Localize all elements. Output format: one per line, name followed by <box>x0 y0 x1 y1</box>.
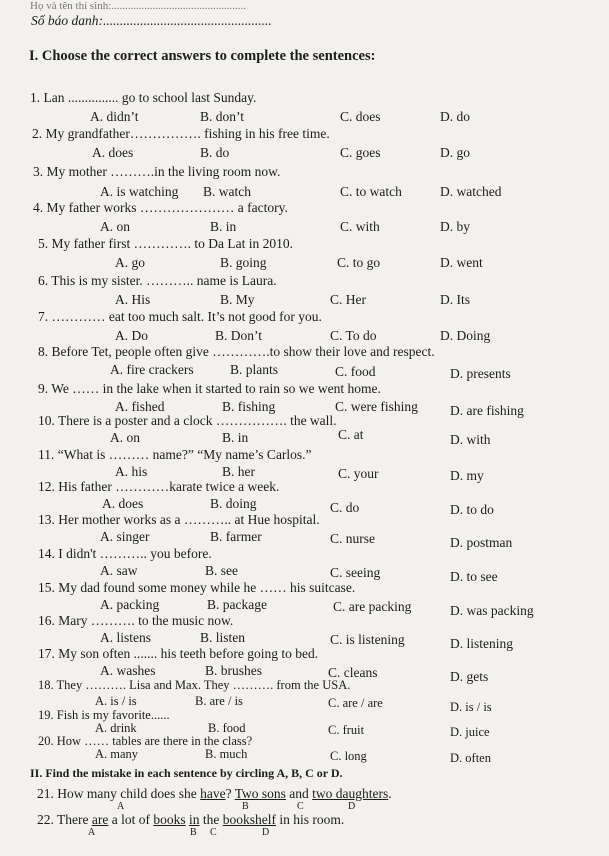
question-12-option-b[interactable]: B. doing <box>210 496 257 511</box>
letter-b[interactable]: B <box>242 801 249 812</box>
question-10-text: 10. There is a poster and a clock ……………. the wall. <box>38 413 337 428</box>
question-9-option-a[interactable]: A. fished <box>115 399 165 414</box>
sentence-text: ? <box>225 786 235 801</box>
question-2-option-d[interactable]: D. go <box>440 145 470 160</box>
question-15-option-d[interactable]: D. was packing <box>450 603 534 618</box>
question-18-option-d[interactable]: D. is / is <box>450 700 492 714</box>
question-15-option-a[interactable]: A. packing <box>100 597 160 612</box>
sentence-text: 22. There <box>37 812 92 827</box>
question-8-option-a[interactable]: A. fire crackers <box>110 362 194 377</box>
question-5-text: 5. My father first …………. to Da Lat in 2010. <box>38 236 293 251</box>
letter-a[interactable]: A <box>88 827 96 838</box>
question-18-option-b[interactable]: B. are / is <box>195 694 243 708</box>
question-10-option-c[interactable]: C. at <box>338 427 364 442</box>
question-5-option-d[interactable]: D. went <box>440 255 483 270</box>
question-16-text: 16. Mary ………. to the music now. <box>38 613 234 628</box>
question-3-option-a[interactable]: A. is watching <box>100 184 179 199</box>
question-19-option-a[interactable]: A. drink <box>95 721 137 735</box>
student-number-label: Số báo danh:.................................................. <box>31 13 272 28</box>
question-11-option-d[interactable]: D. my <box>450 468 484 483</box>
underlined-part-c[interactable]: two daughters <box>312 786 389 801</box>
question-7-text: 7. ………… eat too much salt. It’s not good for you. <box>38 309 322 324</box>
underlined-part-a[interactable]: are <box>91 812 109 827</box>
question-13-option-b[interactable]: B. farmer <box>210 529 262 544</box>
question-16-option-d[interactable]: D. listening <box>450 636 513 651</box>
question-2-option-b[interactable]: B. do <box>200 145 230 160</box>
question-19-option-c[interactable]: C. fruit <box>328 723 365 737</box>
question-1-option-d[interactable]: D. do <box>440 109 470 124</box>
question-1-option-a[interactable]: A. didn’t <box>90 109 139 124</box>
underlined-part-b[interactable]: books <box>153 812 186 827</box>
question-14-option-d[interactable]: D. to see <box>450 569 498 584</box>
section-1-title: I. Choose the correct answers to complete the sentences: <box>29 48 376 64</box>
question-9-text: 9. We …… in the lake when it started to rain so we went home. <box>38 381 381 396</box>
question-11-option-b[interactable]: B. her <box>222 464 255 479</box>
question-2-option-a[interactable]: A. does <box>92 145 134 160</box>
question-11-text: 11. “What is ……… name?” “My name’s Carlos.” <box>38 447 312 462</box>
question-19-text: 19. Fish is my favorite...... <box>38 708 170 722</box>
question-7-option-b[interactable]: B. Don’t <box>215 328 263 343</box>
question-1-text: 1. Lan ............... go to school last Sunday. <box>30 90 257 105</box>
question-5-option-b[interactable]: B. going <box>220 255 267 270</box>
section-2-title: II. Find the mistake in each sentence by circling A, B, C or D. <box>30 766 343 780</box>
letter-d[interactable]: D <box>348 801 356 812</box>
sentence-text: 21. How many child does she <box>37 786 201 801</box>
underlined-part-b[interactable]: Two sons <box>234 786 286 801</box>
question-4-option-c[interactable]: C. with <box>340 219 380 234</box>
sentence-text: . <box>388 786 392 801</box>
question-12-text: 12. His father …………karate twice a week. <box>38 479 280 494</box>
letter-c[interactable]: C <box>297 801 304 812</box>
question-4-option-d[interactable]: D. by <box>440 219 470 234</box>
question-10-option-d[interactable]: D. with <box>450 432 491 447</box>
question-3-option-d[interactable]: D. watched <box>440 184 502 199</box>
question-6-option-d[interactable]: D. Its <box>440 292 470 307</box>
question-1-option-c[interactable]: C. does <box>340 109 381 124</box>
question-14-option-a[interactable]: A. saw <box>100 563 138 578</box>
question-20-option-d[interactable]: D. often <box>450 751 491 765</box>
question-18-text: 18. They ………. Lisa and Max. They ………. from the USA. <box>38 678 351 692</box>
question-5-option-a[interactable]: A. go <box>115 255 145 270</box>
question-19-option-d[interactable]: D. juice <box>450 725 490 739</box>
underlined-part-a[interactable]: have <box>200 786 226 801</box>
letter-d[interactable]: D <box>262 827 270 838</box>
question-8-text: 8. Before Tet, people often give ………….to show their love and respect. <box>38 344 435 359</box>
question-2-text: 2. My grandfather……………. fishing in his free time. <box>32 126 330 141</box>
question-11-option-c[interactable]: C. your <box>338 466 379 481</box>
question-6-text: 6. This is my sister. ……….. name is Laura. <box>38 273 277 288</box>
letter-c[interactable]: C <box>210 827 217 838</box>
question-1-option-b[interactable]: B. don’t <box>200 109 245 124</box>
question-12-option-a[interactable]: A. does <box>102 496 144 511</box>
question-4-option-b[interactable]: B. in <box>210 219 237 234</box>
question-14-text: 14. I didn't ……….. you before. <box>38 546 212 561</box>
question-20-option-a[interactable]: A. many <box>95 747 139 761</box>
question-3-option-b[interactable]: B. watch <box>203 184 251 199</box>
question-7-option-d[interactable]: D. Doing <box>440 328 491 343</box>
question-8-option-d[interactable]: D. presents <box>450 366 511 381</box>
question-16-option-c[interactable]: C. is listening <box>330 632 405 647</box>
question-6-option-c[interactable]: C. Her <box>330 292 366 307</box>
question-17-option-c[interactable]: C. cleans <box>328 665 378 680</box>
question-15-option-c[interactable]: C. are packing <box>333 599 412 614</box>
question-16-option-a[interactable]: A. listens <box>100 630 152 645</box>
question-17-text: 17. My son often ....... his teeth before going to bed. <box>38 646 319 661</box>
mistake-sentence-22 <box>37 812 344 827</box>
question-4-option-a[interactable]: A. on <box>100 219 130 234</box>
question-19-option-b[interactable]: B. food <box>208 721 246 735</box>
question-12-option-d[interactable]: D. to do <box>450 502 494 517</box>
question-20-option-c[interactable]: C. long <box>330 749 367 763</box>
question-13-option-a[interactable]: A. singer <box>100 529 150 544</box>
question-10-option-a[interactable]: A. on <box>110 430 140 445</box>
question-3-option-c[interactable]: C. to watch <box>340 184 402 199</box>
question-13-text: 13. Her mother works as a ……….. at Hue hospital. <box>38 512 320 527</box>
question-8-option-b[interactable]: B. plants <box>230 362 279 377</box>
question-15-option-b[interactable]: B. package <box>207 597 267 612</box>
question-11-option-a[interactable]: A. his <box>115 464 148 479</box>
question-7-option-c[interactable]: C. To do <box>330 328 377 343</box>
question-17-option-d[interactable]: D. gets <box>450 669 489 684</box>
question-14-option-b[interactable]: B. see <box>205 563 238 578</box>
question-3-text: 3. My mother ……….in the living room now. <box>33 164 281 179</box>
question-5-option-c[interactable]: C. to go <box>337 255 381 270</box>
question-16-option-b[interactable]: B. listen <box>200 630 246 645</box>
sentence-text: a lot of <box>108 812 154 827</box>
sentence-text: in his room. <box>276 812 345 827</box>
question-6-option-a[interactable]: A. His <box>115 292 151 307</box>
question-18-option-a[interactable]: A. is / is <box>95 694 137 708</box>
question-15-text: 15. My dad found some money while he …… his suitcase. <box>38 580 356 595</box>
question-12-option-c[interactable]: C. do <box>330 500 360 515</box>
letter-a[interactable]: A <box>117 801 125 812</box>
question-8-option-c[interactable]: C. food <box>335 364 376 379</box>
question-20-option-b[interactable]: B. much <box>205 747 248 761</box>
question-9-option-b[interactable]: B. fishing <box>222 399 276 414</box>
question-6-option-b[interactable]: B. My <box>220 292 255 307</box>
question-2-option-c[interactable]: C. goes <box>340 145 381 160</box>
question-18-option-c[interactable]: C. are / are <box>328 696 383 710</box>
question-4-text: 4. My father works ………………… a factory. <box>33 200 288 215</box>
question-20-text: 20. How …… tables are there in the class? <box>38 734 253 748</box>
question-7-option-a[interactable]: A. Do <box>115 328 148 343</box>
sentence-text: and <box>285 786 313 801</box>
question-10-option-b[interactable]: B. in <box>222 430 249 445</box>
question-17-option-a[interactable]: A. washes <box>100 663 156 678</box>
letter-b[interactable]: B <box>190 827 197 838</box>
sentence-text: the <box>199 812 223 827</box>
question-17-option-b[interactable]: B. brushes <box>205 663 262 678</box>
question-13-option-d[interactable]: D. postman <box>450 535 513 550</box>
mistake-sentence-21 <box>37 786 392 801</box>
underlined-part-d[interactable]: bookshelf <box>222 812 276 827</box>
question-9-option-c[interactable]: C. were fishing <box>335 399 418 414</box>
question-9-option-d[interactable]: D. are fishing <box>450 403 524 418</box>
question-14-option-c[interactable]: C. seeing <box>330 565 381 580</box>
underlined-part-c[interactable]: in <box>188 812 200 827</box>
candidate-name-line: Họ và tên thí sinh:................................................. <box>30 0 247 12</box>
question-13-option-c[interactable]: C. nurse <box>330 531 375 546</box>
